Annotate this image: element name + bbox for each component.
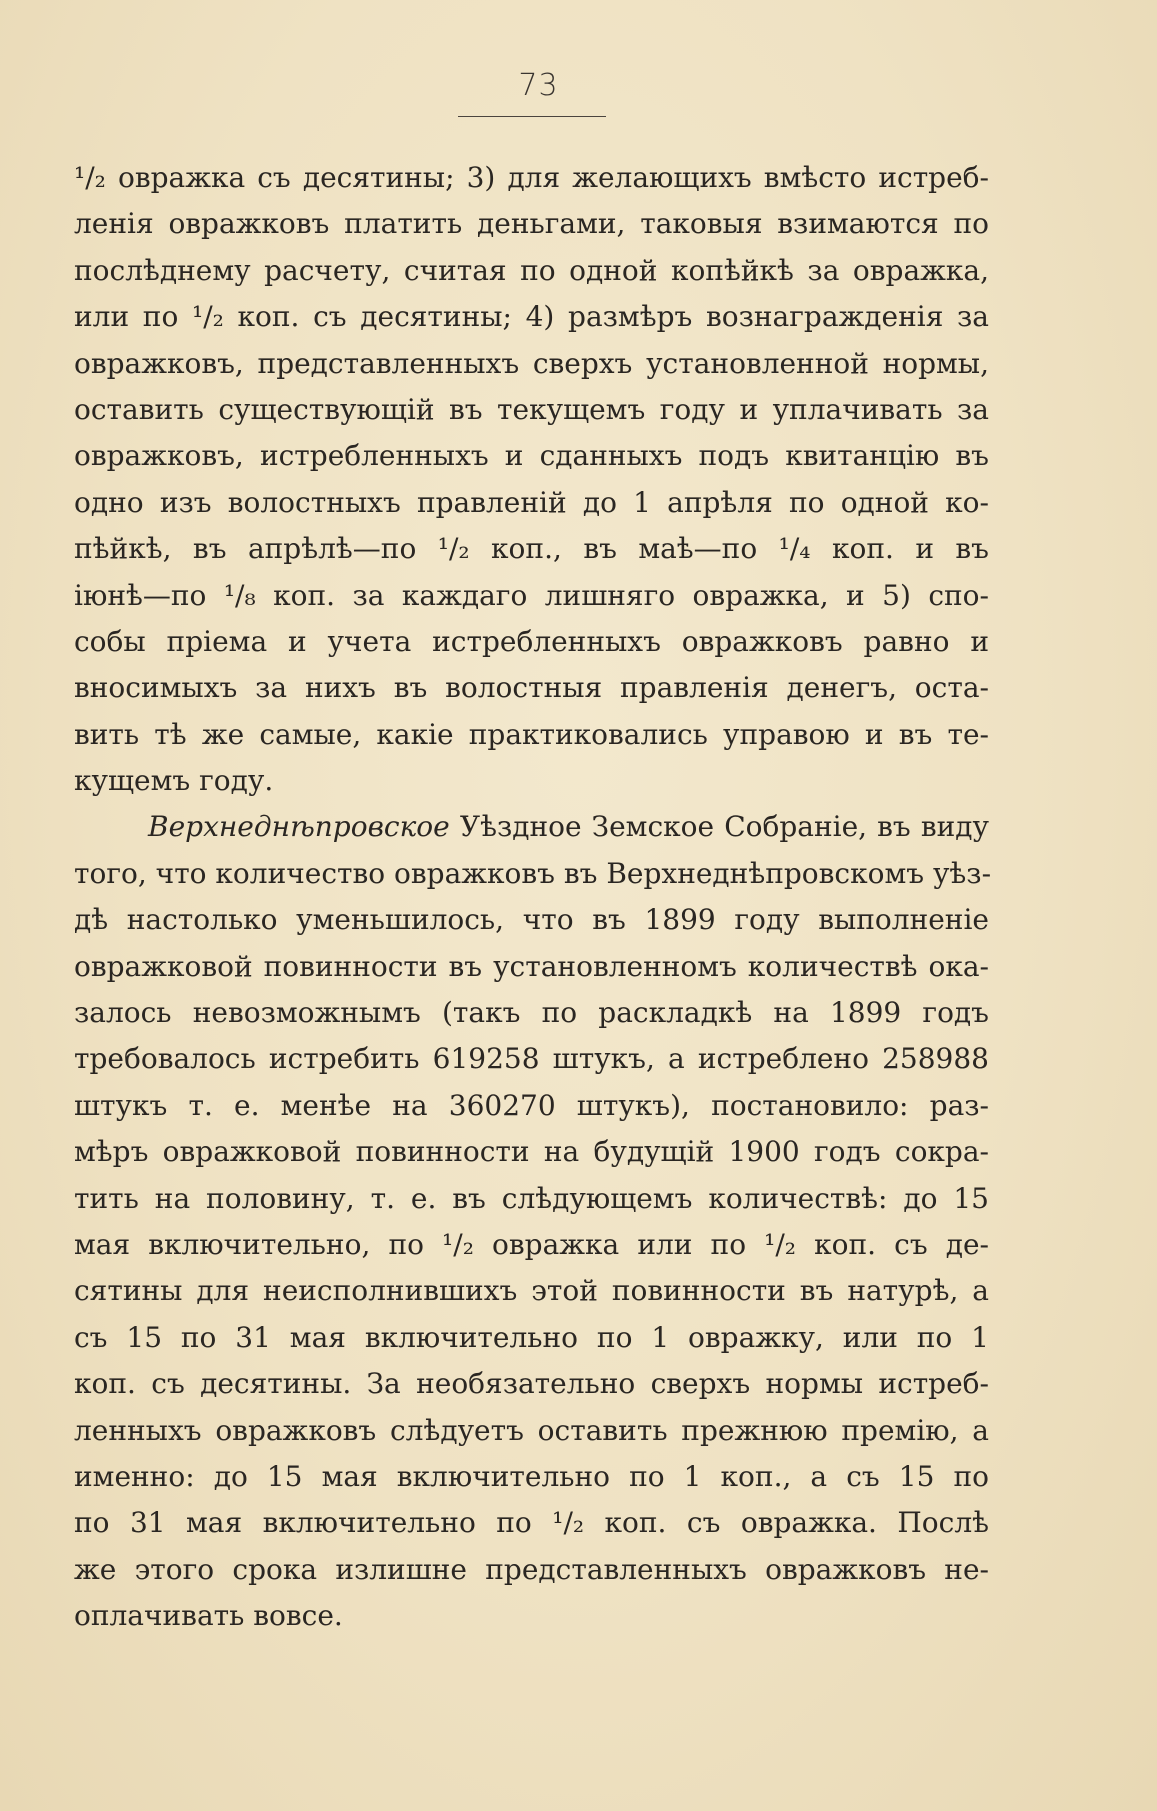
italic-district-name: Верхнеднѣпровское (148, 810, 450, 844)
page-number: 73 (518, 68, 559, 103)
text-line: послѣднему расчету, считая по одной копѣйкѣ за овражка, (74, 253, 989, 287)
text-line: штукъ т. е. менѣе на 360270 штукъ), постановило: раз- (74, 1088, 989, 1122)
text-line: овражковой повинности въ установленномъ количествѣ ока- (74, 949, 989, 983)
text-line: сятины для неисполнившихъ этой повинности въ натурѣ, а (74, 1274, 989, 1308)
text-line: именно: до 15 мая включительно по 1 коп., а съ 15 по (74, 1459, 989, 1493)
text-line: іюнѣ—по ¹/₈ коп. за каждаго лишняго овражка, и 5) спо- (74, 578, 989, 612)
text-line: вить тѣ же самые, какіе практиковались управою и въ те- (74, 717, 989, 751)
text-line: мая включительно, по ¹/₂ овражка или по ¹/₂ коп. съ де- (74, 1227, 989, 1261)
text-line: залось невозможнымъ (такъ по раскладкѣ на 1899 годъ (74, 996, 989, 1030)
text-line: овражковъ, истребленныхъ и сданныхъ подъ квитанцію въ (74, 439, 989, 473)
text-line: кущемъ году. (74, 764, 274, 798)
text-line: съ 15 по 31 мая включительно по 1 овражку, или по 1 (74, 1320, 989, 1354)
text-line: ¹/₂ овражка съ десятины; 3) для желающихъ вмѣсто истреб- (74, 161, 989, 194)
paragraph-start-line (74, 804, 989, 850)
text-line: собы пріема и учета истребленныхъ овражковъ равно и (74, 624, 989, 658)
text-line: дѣ настолько уменьшилось, что въ 1899 году выполненіе (74, 903, 989, 937)
text-line-rest: Уѣздное Земское Собраніе, въ виду (449, 810, 989, 844)
text-line: или по ¹/₂ коп. съ десятины; 4) размѣръ вознагражденія за (74, 300, 989, 334)
text-line: вносимыхъ за нихъ въ волостныя правленія денегъ, оста- (74, 671, 989, 705)
header-rule (458, 116, 606, 117)
text-line: коп. съ десятины. За необязательно сверхъ нормы истреб- (74, 1367, 989, 1401)
text-line: требовалось истребить 619258 штукъ, а истреблено 258988 (74, 1042, 989, 1076)
text-line: по 31 мая включительно по ¹/₂ коп. съ овражка. Послѣ (74, 1506, 989, 1540)
text-line: одно изъ волостныхъ правленій до 1 апрѣля по одной ко- (74, 485, 989, 519)
text-line: тить на половину, т. е. въ слѣдующемъ количествѣ: до 15 (74, 1181, 989, 1215)
text-line: оставить существующій въ текущемъ году и уплачивать за (74, 392, 989, 426)
body-text (74, 155, 992, 1640)
text-line: ленія овражковъ платить деньгами, таковыя взимаются по (74, 207, 989, 241)
text-line: ленныхъ овражковъ слѣдуетъ оставить прежнюю премію, а (74, 1413, 989, 1447)
text-line: того, что количество овражковъ въ Верхнеднѣпровскомъ уѣз- (74, 856, 992, 890)
text-line: пѣйкѣ, въ апрѣлѣ—по ¹/₂ коп., въ маѣ—по ¹/₄ коп. и въ (74, 532, 989, 566)
text-line: мѣръ овражковой повинности на будущій 1900 годъ сокра- (74, 1135, 989, 1169)
text-line: же этого срока излишне представленныхъ овражковъ не- (74, 1552, 989, 1586)
text-line: оплачивать вовсе. (74, 1599, 343, 1633)
text-line: овражковъ, представленныхъ сверхъ установленной нормы, (74, 346, 989, 380)
